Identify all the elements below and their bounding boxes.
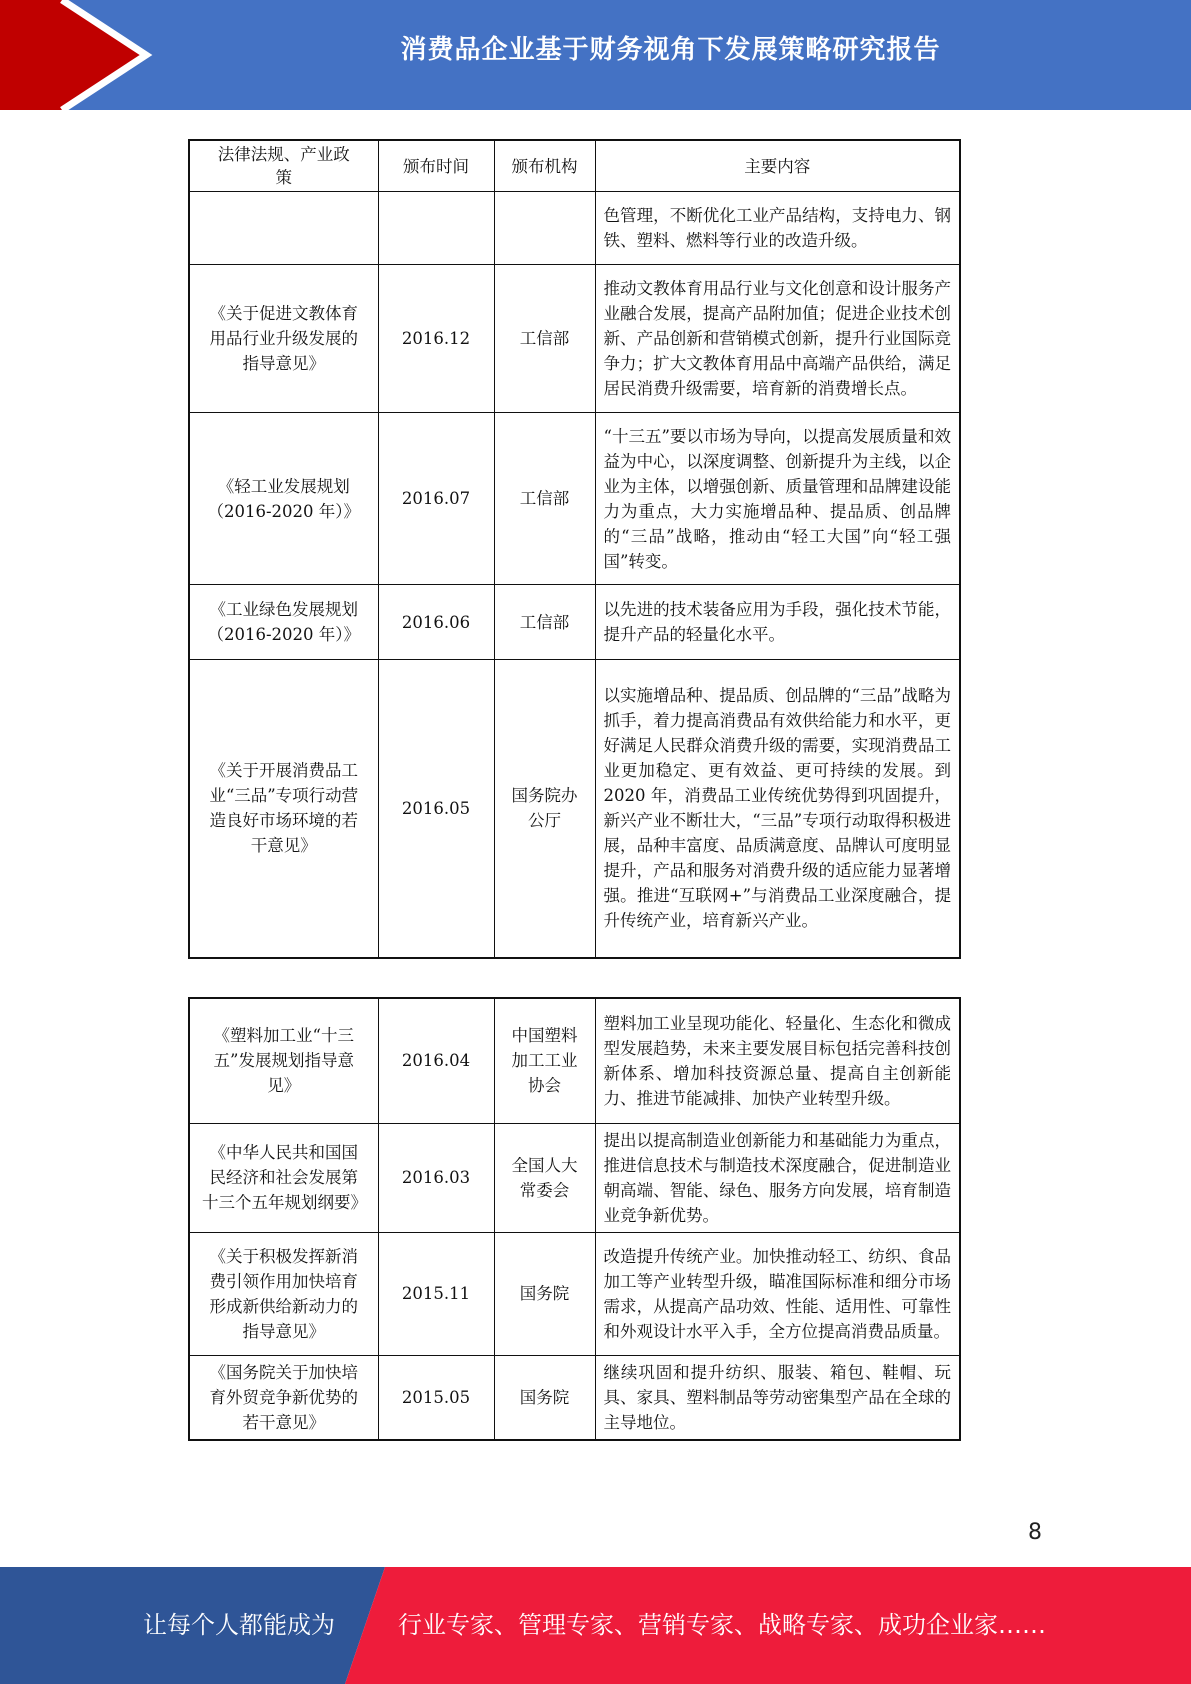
content-cell: 改造提升传统产业。加快推动轻工、纺织、食品加工等产业转型升级，瞄准国际标准和细分市场需求，从提高产品功效、性能、适用性、可靠性和外观设计水平入手，全方位提高消费品质量。 [595, 1232, 960, 1355]
footer-slogan-right: 行业专家、管理专家、营销专家、战略专家、成功企业家…… [398, 1611, 1046, 1639]
footer-band [0, 1567, 1191, 1684]
issuer-cell [494, 192, 595, 265]
policy-cell: 《关于积极发挥新消费引领作用加快培育形成新供给新动力的指导意见》 [189, 1232, 378, 1355]
policy-table-part-1 [188, 139, 961, 959]
table-row [189, 265, 960, 413]
issuer-cell: 中国塑料加工工业协会 [494, 998, 595, 1123]
issuer-cell: 国务院 [494, 1232, 595, 1355]
date-cell: 2015.11 [378, 1232, 494, 1355]
header-issuer: 颁布机构 [494, 140, 595, 192]
content-cell: 塑料加工业呈现功能化、轻量化、生态化和微成型发展趋势，未来主要发展目标包括完善科技创新体系、增加科技资源总量、提高自主创新能力、推进节能减排、加快产业转型升级。 [595, 998, 960, 1123]
issuer-cell: 国务院 [494, 1355, 595, 1440]
header-date: 颁布时间 [378, 140, 494, 192]
content-cell: “十三五”要以市场为导向，以提高发展质量和效益为中心，以深度调整、创新提升为主线，以企业为主体，以增强创新、质量管理和品牌建设能力为重点，大力实施增品种、提品质、创品牌的“三品”战略，推动由“轻工大国”向“轻工强国”转变。 [595, 413, 960, 585]
date-cell: 2016.07 [378, 413, 494, 585]
date-cell: 2016.12 [378, 265, 494, 413]
date-cell: 2016.06 [378, 585, 494, 660]
policy-cell [189, 192, 378, 265]
table-row [189, 998, 960, 1123]
date-cell: 2015.05 [378, 1355, 494, 1440]
content-cell: 继续巩固和提升纺织、服装、箱包、鞋帽、玩具、家具、塑料制品等劳动密集型产品在全球的主导地位。 [595, 1355, 960, 1440]
date-cell: 2016.03 [378, 1123, 494, 1232]
table-row [189, 413, 960, 585]
content-cell: 色管理，不断优化工业产品结构，支持电力、钢铁、塑料、燃料等行业的改造升级。 [595, 192, 960, 265]
policy-cell: 《关于开展消费品工业“三品”专项行动营造良好市场环境的若干意见》 [189, 660, 378, 958]
policy-cell: 《轻工业发展规划（2016-2020 年）》 [189, 413, 378, 585]
policy-table-part-2 [188, 997, 961, 1441]
table-header-row [189, 140, 960, 192]
content-cell: 推动文教体育用品行业与文化创意和设计服务产业融合发展，提高产品附加值；促进企业技术创新、产品创新和营销模式创新，提升行业国际竞争力；扩大文教体育用品中高端产品供给，满足居民消费升级需要，培育新的消费增长点。 [595, 265, 960, 413]
date-cell [378, 192, 494, 265]
page-number: 8 [1028, 1520, 1042, 1545]
table-row [189, 1232, 960, 1355]
table-row [189, 660, 960, 958]
date-cell: 2016.04 [378, 998, 494, 1123]
table-row [189, 585, 960, 660]
policy-cell: 《工业绿色发展规划（2016-2020 年）》 [189, 585, 378, 660]
policy-cell: 《关于促进文教体育用品行业升级发展的指导意见》 [189, 265, 378, 413]
table-row [189, 192, 960, 265]
table-row [189, 1123, 960, 1232]
header-content: 主要内容 [595, 140, 960, 192]
issuer-cell: 工信部 [494, 413, 595, 585]
issuer-cell: 工信部 [494, 265, 595, 413]
table-row [189, 1355, 960, 1440]
policy-cell: 《塑料加工业“十三五”发展规划指导意见》 [189, 998, 378, 1123]
issuer-cell: 工信部 [494, 585, 595, 660]
date-cell: 2016.05 [378, 660, 494, 958]
policy-cell: 《中华人民共和国国民经济和社会发展第十三个五年规划纲要》 [189, 1123, 378, 1232]
document-title: 消费品企业基于财务视角下发展策略研究报告 [400, 35, 941, 65]
issuer-cell: 国务院办公厅 [494, 660, 595, 958]
header-policy: 法律法规、产业政策 [189, 140, 378, 192]
content-cell: 以先进的技术装备应用为手段，强化技术节能，提升产品的轻量化水平。 [595, 585, 960, 660]
header-band [0, 0, 1191, 110]
issuer-cell: 全国人大常委会 [494, 1123, 595, 1232]
content-cell: 以实施增品种、提品质、创品牌的“三品”战略为抓手，着力提高消费品有效供给能力和水平，更好满足人民群众消费升级的需要，实现消费品工业更加稳定、更有效益、更可持续的发展。到 2020 年，消费品工业传统优势得到巩固提升，新兴产业不断壮大，“三品”专项行动取得积极进展，品种丰富度、品质满意度、品牌认可度明显提升，产品和服务对消费升级的适应能力显著增强。推进“互联网+”与消费品工业深度融合，提升传统产业，培育新兴产业。 [595, 660, 960, 958]
content-cell: 提出以提高制造业创新能力和基础能力为重点，推进信息技术与制造技术深度融合，促进制造业朝高端、智能、绿色、服务方向发展，培育制造业竞争新优势。 [595, 1123, 960, 1232]
policy-cell: 《国务院关于加快培育外贸竞争新优势的若干意见》 [189, 1355, 378, 1440]
footer-slogan-left: 让每个人都能成为 [143, 1611, 335, 1639]
